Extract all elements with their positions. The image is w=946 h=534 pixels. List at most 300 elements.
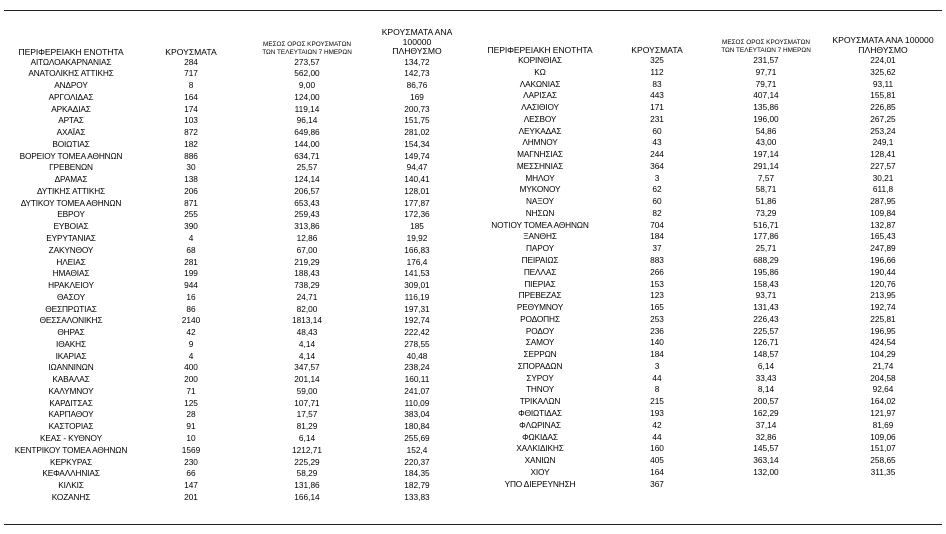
table-row <box>473 231 941 243</box>
column-header-region: ΠΕΡΙΦΕΡΕΙΑΚΗ ΕΝΟΤΗΤΑ <box>18 46 124 57</box>
avg-cell: 59,00 <box>296 385 318 396</box>
avg-cell: 9,00 <box>298 80 316 91</box>
avg-cell: 17,57 <box>296 409 318 420</box>
per100k-cell: 152,4 <box>406 444 428 455</box>
table-row <box>4 127 464 139</box>
region-cell: ΔΡΑΜΑΣ <box>54 174 88 185</box>
region-cell: ΚΩ <box>534 66 546 77</box>
table-row <box>473 267 941 279</box>
avg-cell: 82,00 <box>296 303 318 314</box>
table-row <box>473 90 941 102</box>
avg-cell: 24,71 <box>296 291 318 302</box>
table-row <box>473 220 941 232</box>
region-cell: ΑΝΑΤΟΛΙΚΗΣ ΑΤΤΙΚΗΣ <box>28 68 114 79</box>
cases-cell: 215 <box>650 396 664 407</box>
avg-cell: 273,57 <box>294 56 320 67</box>
avg-cell: 131,86 <box>294 480 320 491</box>
per100k-cell: 121,97 <box>870 407 896 418</box>
region-cell: ΗΜΑΘΙΑΣ <box>52 268 90 279</box>
table-row <box>4 80 464 92</box>
cases-cell: 284 <box>184 56 198 67</box>
avg-cell: 97,71 <box>755 66 777 77</box>
per100k-cell: 94,47 <box>406 162 428 173</box>
cases-cell: 717 <box>184 68 198 79</box>
table-row <box>4 315 464 327</box>
region-cell: ΣΕΡΡΩΝ <box>523 349 557 360</box>
per100k-cell: 224,01 <box>870 55 896 65</box>
cases-cell: 8 <box>188 80 194 91</box>
cases-cell: 390 <box>184 221 198 232</box>
avg-cell: 145,57 <box>753 443 779 454</box>
per100k-cell: 197,31 <box>404 303 430 314</box>
region-cell: ΜΑΓΝΗΣΙΑΣ <box>517 149 563 160</box>
cases-cell: 68 <box>186 244 196 255</box>
avg-cell: 162,29 <box>753 407 779 418</box>
cases-cell: 255 <box>184 209 198 220</box>
per100k-cell: 190,44 <box>870 266 896 277</box>
cases-cell: 8 <box>654 384 660 395</box>
avg-cell: 195,86 <box>753 266 779 277</box>
column-header-cases-per-100k <box>825 28 941 55</box>
table-row <box>473 55 941 67</box>
region-cell: ΔΥΤΙΚΗΣ ΑΤΤΙΚΗΣ <box>36 185 106 196</box>
per100k-cell: 116,19 <box>404 291 430 302</box>
per100k-cell: 611,8 <box>872 184 894 195</box>
cases-cell: 704 <box>650 219 664 230</box>
table-row <box>4 327 464 339</box>
avg-cell: 107,71 <box>294 397 320 408</box>
region-cell: ΑΝΔΡΟΥ <box>54 80 88 91</box>
table-row <box>473 79 941 91</box>
region-cell: ΚΕΝΤΡΙΚΟΥ ΤΟΜΕΑ ΑΘΗΝΩΝ <box>14 444 128 455</box>
avg-cell: 58,71 <box>755 184 777 195</box>
region-cell: ΚΑΣΤΟΡΙΑΣ <box>48 421 94 432</box>
cases-cell: 443 <box>650 90 664 101</box>
per100k-cell: 140,41 <box>404 174 430 185</box>
cases-cell: 3 <box>654 172 660 183</box>
column-header-cases-per-100k <box>370 28 464 57</box>
cases-cell: 125 <box>184 397 198 408</box>
avg-cell: 67,00 <box>296 244 318 255</box>
avg-cell: 7,57 <box>757 172 775 183</box>
cases-cell: 30 <box>186 162 196 173</box>
region-cell: ΧΑΝΙΩΝ <box>524 455 556 466</box>
cases-cell: 230 <box>184 456 198 467</box>
avg-cell: 200,57 <box>753 396 779 407</box>
region-cell: ΘΕΣΠΡΩΤΙΑΣ <box>45 303 97 314</box>
avg-cell: 131,43 <box>753 302 779 313</box>
region-cell: ΕΥΡΥΤΑΝΙΑΣ <box>46 232 96 243</box>
per100k-cell: 166,83 <box>404 244 430 255</box>
per100k-cell: 93,11 <box>872 78 894 89</box>
table-row <box>473 396 941 408</box>
per100k-cell: 176,4 <box>406 256 428 267</box>
cases-cell: 231 <box>650 113 664 124</box>
table-row <box>4 268 464 280</box>
cases-cell: 2140 <box>181 315 201 326</box>
column-header-region: ΠΕΡΙΦΕΡΕΙΑΚΗ ΕΝΟΤΗΤΑ <box>487 45 593 55</box>
region-cell: ΚΟΡΙΝΘΙΑΣ <box>518 55 562 65</box>
table-row <box>4 280 464 292</box>
cases-cell: 153 <box>650 278 664 289</box>
table-row <box>473 302 941 314</box>
header-per100k-line2: ΠΛΗΘΥΣΜΟ <box>858 44 908 55</box>
region-cell: ΛΑΚΩΝΙΑΣ <box>519 78 561 89</box>
table-row <box>473 126 941 138</box>
per100k-cell: 309,01 <box>404 280 430 291</box>
per100k-cell: 151,75 <box>404 115 430 126</box>
avg-cell: 226,43 <box>753 313 779 324</box>
cases-cell: 266 <box>650 266 664 277</box>
avg-cell: 259,43 <box>294 209 320 220</box>
per100k-cell: 180,84 <box>404 421 430 432</box>
avg-cell: 32,86 <box>755 431 777 442</box>
left-cases-table <box>4 28 464 504</box>
per100k-cell: 164,02 <box>870 396 896 407</box>
per100k-cell: 160,11 <box>404 374 430 385</box>
per100k-cell <box>825 479 941 491</box>
right-header-row <box>473 28 941 55</box>
avg-cell: 313,86 <box>294 221 320 232</box>
avg-cell: 93,71 <box>755 290 777 301</box>
cases-cell: 174 <box>184 103 198 114</box>
header-per100k-line2: ΠΛΗΘΥΣΜΟ <box>392 46 442 56</box>
region-cell: ΡΟΔΟΠΗΣ <box>520 313 560 324</box>
table-row <box>4 457 464 469</box>
header-avg-line2: ΤΩΝ ΤΕΛΕΥΤΑΙΩΝ 7 ΗΜΕΡΩΝ <box>262 48 352 56</box>
region-cell: ΑΡΓΟΛΙΔΑΣ <box>48 91 94 102</box>
region-cell: ΗΛΕΙΑΣ <box>56 256 86 267</box>
header-per100k-line1: ΚΡΟΥΣΜΑΤΑ ΑΝΑ 100000 <box>832 35 934 45</box>
table-row <box>473 255 941 267</box>
table-row <box>4 68 464 80</box>
region-cell: ΡΟΔΟΥ <box>525 325 555 336</box>
avg-cell: 4,14 <box>298 338 316 349</box>
per100k-cell: 249,1 <box>872 137 894 148</box>
region-cell: ΝΑΞΟΥ <box>526 196 554 207</box>
region-cell: ΚΑΡΠΑΘΟΥ <box>48 409 94 420</box>
cases-cell: 253 <box>650 313 664 324</box>
avg-cell: 225,29 <box>294 456 320 467</box>
region-cell: ΜΥΚΟΝΟΥ <box>519 184 561 195</box>
table-row <box>4 257 464 269</box>
avg-cell: 144,00 <box>294 138 320 149</box>
avg-cell: 58,29 <box>296 468 318 479</box>
region-cell: ΙΘΑΚΗΣ <box>56 338 86 349</box>
table-row <box>473 349 941 361</box>
cases-cell: 367 <box>650 478 664 489</box>
table-row <box>473 384 941 396</box>
avg-cell: 1813,14 <box>292 315 322 326</box>
cases-cell: 112 <box>650 66 664 77</box>
region-cell: ΣΥΡΟΥ <box>526 372 554 383</box>
table-row <box>473 173 941 185</box>
avg-cell: 43,00 <box>755 137 777 148</box>
table-row <box>473 114 941 126</box>
left-table-body <box>4 57 464 504</box>
table-row <box>473 326 941 338</box>
avg-cell: 225,57 <box>753 325 779 336</box>
region-cell: ΛΕΥΚΑΔΑΣ <box>518 125 562 136</box>
avg-cell: 124,00 <box>294 91 320 102</box>
per100k-cell: 255,69 <box>404 433 430 443</box>
avg-cell: 347,57 <box>294 362 320 373</box>
per100k-cell: 40,48 <box>406 350 428 361</box>
avg-cell: 177,86 <box>753 231 779 242</box>
region-cell: ΜΕΣΣΗΝΙΑΣ <box>516 160 564 171</box>
region-cell: ΧΑΛΚΙΔΙΚΗΣ <box>516 443 564 454</box>
column-header-cases: ΚΡΟΥΣΜΑΤΑ <box>165 46 217 57</box>
table-row <box>4 104 464 116</box>
table-row <box>4 398 464 410</box>
per100k-cell: 155,81 <box>870 90 896 101</box>
cases-cell: 944 <box>184 280 198 291</box>
region-cell: ΠΡΕΒΕΖΑΣ <box>518 290 562 301</box>
cases-cell: 82 <box>652 207 662 218</box>
header-avg-line1: ΜΕΣΟΣ ΟΡΟΣ ΚΡΟΥΣΜΑΤΩΝ <box>722 39 810 46</box>
per100k-cell: 109,84 <box>870 207 896 218</box>
cases-cell: 3 <box>654 360 660 371</box>
cases-cell: 44 <box>652 431 662 442</box>
cases-cell: 199 <box>184 268 198 279</box>
region-cell: ΘΕΣΣΑΛΟΝΙΚΗΣ <box>39 315 103 326</box>
region-cell: ΣΑΜΟΥ <box>525 337 555 348</box>
avg-cell: 37,14 <box>755 419 777 430</box>
region-cell: ΤΡΙΚΑΛΩΝ <box>519 396 561 407</box>
per100k-cell: 253,24 <box>870 125 896 136</box>
per100k-cell: 81,69 <box>872 419 894 430</box>
per100k-cell: 172,36 <box>404 209 430 220</box>
region-cell: ΗΡΑΚΛΕΙΟΥ <box>48 280 94 291</box>
cases-cell: 10 <box>186 433 196 443</box>
cases-cell: 325 <box>650 55 664 65</box>
per100k-cell: 196,66 <box>870 255 896 266</box>
per100k-cell: 238,24 <box>404 362 430 373</box>
avg-cell: 119,14 <box>294 103 320 114</box>
table-row <box>473 337 941 349</box>
avg-cell: 649,86 <box>294 127 320 138</box>
region-cell: ΥΠΟ ΔΙΕΡΕΥΝΗΣΗ <box>504 478 576 489</box>
avg-cell <box>707 479 825 491</box>
avg-cell: 1212,71 <box>292 444 322 455</box>
region-cell: ΕΥΒΟΙΑΣ <box>53 221 89 232</box>
avg-cell: 124,14 <box>294 174 320 185</box>
avg-cell: 79,71 <box>755 78 777 89</box>
avg-cell: 25,71 <box>755 243 777 254</box>
per100k-cell: 21,74 <box>872 360 894 371</box>
cases-cell: 123 <box>650 290 664 301</box>
table-row <box>473 373 941 385</box>
region-cell: ΚΕΡΚΥΡΑΣ <box>49 456 93 467</box>
per100k-cell: 424,54 <box>870 337 896 348</box>
right-table-body <box>473 55 941 490</box>
region-cell: ΔΥΤΙΚΟΥ ΤΟΜΕΑ ΑΘΗΝΩΝ <box>20 197 122 208</box>
cases-cell: 103 <box>184 115 198 126</box>
table-row <box>4 151 464 163</box>
region-cell: ΛΗΜΝΟΥ <box>522 137 558 148</box>
per100k-cell: 204,58 <box>870 372 896 383</box>
cases-cell: 364 <box>650 160 664 171</box>
table-row <box>4 304 464 316</box>
header-per100k-line1: ΚΡΟΥΣΜΑΤΑ ΑΝΑ 100000 <box>381 27 453 47</box>
cases-cell: 182 <box>184 138 198 149</box>
cases-cell: 886 <box>184 150 198 161</box>
table-row <box>473 467 941 479</box>
avg-cell: 158,43 <box>753 278 779 289</box>
column-header-cases: ΚΡΟΥΣΜΑΤΑ <box>631 45 683 55</box>
cases-cell: 83 <box>652 78 662 89</box>
cases-cell: 244 <box>650 149 664 160</box>
table-row <box>4 92 464 104</box>
per100k-cell: 226,85 <box>870 102 896 113</box>
cases-cell: 91 <box>186 421 196 432</box>
per100k-cell: 169 <box>410 91 424 102</box>
table-row <box>4 433 464 445</box>
cases-cell: 171 <box>650 102 664 113</box>
per100k-cell: 287,95 <box>870 196 896 207</box>
table-row <box>4 221 464 233</box>
per100k-cell: 142,73 <box>404 68 430 79</box>
avg-cell: 634,71 <box>294 150 320 161</box>
region-cell: ΧΙΟΥ <box>530 466 550 477</box>
region-cell: ΙΩΑΝΝΙΝΩΝ <box>48 362 94 373</box>
cases-cell: 164 <box>184 91 198 102</box>
avg-cell: 96,14 <box>296 115 318 126</box>
cases-cell: 883 <box>650 255 664 266</box>
cases-cell: 140 <box>650 337 664 348</box>
avg-cell: 197,14 <box>753 149 779 160</box>
region-cell: ΦΩΚΙΔΑΣ <box>522 431 558 442</box>
avg-cell: 135,86 <box>753 102 779 113</box>
per100k-cell: 154,34 <box>404 138 430 149</box>
region-cell: ΣΠΟΡΑΔΩΝ <box>517 360 563 371</box>
avg-cell: 291,14 <box>753 160 779 171</box>
region-cell: ΚΕΑΣ - ΚΥΘΝΟΥ <box>40 433 102 443</box>
avg-cell: 54,86 <box>755 125 777 136</box>
region-cell: ΚΕΦΑΛΛΗΝΙΑΣ <box>42 468 100 479</box>
table-row <box>4 245 464 257</box>
table-row <box>473 102 941 114</box>
per100k-cell: 120,76 <box>870 278 896 289</box>
table-row <box>473 161 941 173</box>
avg-cell: 81,29 <box>296 421 318 432</box>
per100k-cell: 325,62 <box>870 66 896 77</box>
table-row <box>4 292 464 304</box>
cases-cell: 164 <box>650 466 664 477</box>
avg-cell: 363,14 <box>753 455 779 466</box>
cases-cell: 44 <box>652 372 662 383</box>
cases-cell: 66 <box>186 468 196 479</box>
avg-cell: 4,14 <box>298 350 316 361</box>
avg-cell: 201,14 <box>294 374 320 385</box>
per100k-cell: 19,92 <box>406 232 428 243</box>
avg-cell: 73,29 <box>755 207 777 218</box>
table-row <box>473 432 941 444</box>
per100k-cell: 220,37 <box>404 456 430 467</box>
cases-cell: 62 <box>652 184 662 195</box>
region-cell: ΦΘΙΩΤΙΔΑΣ <box>518 407 562 418</box>
table-row <box>4 57 464 69</box>
region-cell: ΑΙΤΩΛΟΑΚΑΡΝΑΝΙΑΣ <box>30 56 112 67</box>
table-row <box>4 351 464 363</box>
cases-cell: 147 <box>184 480 198 491</box>
cases-cell: 193 <box>650 407 664 418</box>
bottom-rule <box>4 524 942 525</box>
region-cell: ΠΕΛΛΑΣ <box>523 266 557 277</box>
avg-cell: 126,71 <box>753 337 779 348</box>
region-cell: ΚΑΡΔΙΤΣΑΣ <box>49 397 93 408</box>
avg-cell: 219,29 <box>294 256 320 267</box>
per100k-cell: 192,74 <box>870 302 896 313</box>
cases-cell: 405 <box>650 455 664 466</box>
table-row <box>473 243 941 255</box>
region-cell: ΠΙΕΡΙΑΣ <box>524 278 556 289</box>
cases-cell: 160 <box>650 443 664 454</box>
table-row <box>473 361 941 373</box>
avg-cell: 51,86 <box>755 196 777 207</box>
region-cell: ΓΡΕΒΕΝΩΝ <box>49 162 93 173</box>
table-row <box>4 445 464 457</box>
table-row <box>4 386 464 398</box>
cases-cell: 86 <box>186 303 196 314</box>
table-row <box>4 492 464 504</box>
per100k-cell: 110,09 <box>404 397 430 408</box>
cases-cell: 165 <box>650 302 664 313</box>
table-row <box>4 362 464 374</box>
table-row <box>4 468 464 480</box>
per100k-cell: 200,73 <box>404 103 430 114</box>
table-row <box>473 290 941 302</box>
table-row <box>473 408 941 420</box>
per100k-cell: 86,76 <box>406 80 428 91</box>
per100k-cell: 258,65 <box>870 455 896 466</box>
per100k-cell: 92,64 <box>872 384 894 395</box>
per100k-cell: 134,72 <box>404 56 430 67</box>
table-row <box>4 409 464 421</box>
avg-cell: 25,57 <box>296 162 318 173</box>
cases-cell: 4 <box>188 350 194 361</box>
column-header-7day-average <box>244 28 370 57</box>
table-row <box>4 209 464 221</box>
avg-cell: 738,29 <box>294 280 320 291</box>
cases-cell: 42 <box>186 327 196 338</box>
region-cell: ΖΑΚΥΝΘΟΥ <box>48 244 94 255</box>
per100k-cell: 177,87 <box>404 197 430 208</box>
avg-cell: 407,14 <box>753 90 779 101</box>
avg-cell: 148,57 <box>753 349 779 360</box>
cases-cell: 206 <box>184 185 198 196</box>
region-cell: ΑΡΚΑΔΙΑΣ <box>51 103 91 114</box>
avg-cell: 132,00 <box>753 466 779 477</box>
region-cell: ΤΗΝΟΥ <box>525 384 555 395</box>
right-cases-table <box>473 28 941 490</box>
table-row <box>473 420 941 432</box>
per100k-cell: 182,79 <box>404 480 430 491</box>
per100k-cell: 278,55 <box>404 338 430 349</box>
per100k-cell: 141,53 <box>404 268 430 279</box>
cases-cell: 37 <box>652 243 662 254</box>
cases-cell: 236 <box>650 325 664 336</box>
per100k-cell: 281,02 <box>404 127 430 138</box>
avg-cell: 188,43 <box>294 268 320 279</box>
table-row <box>4 339 464 351</box>
table-row <box>4 186 464 198</box>
per100k-cell: 241,07 <box>404 385 430 396</box>
region-cell: ΠΑΡΟΥ <box>525 243 555 254</box>
table-row <box>473 137 941 149</box>
cases-cell: 201 <box>184 491 198 502</box>
region-cell: ΝΗΣΩΝ <box>525 207 555 218</box>
